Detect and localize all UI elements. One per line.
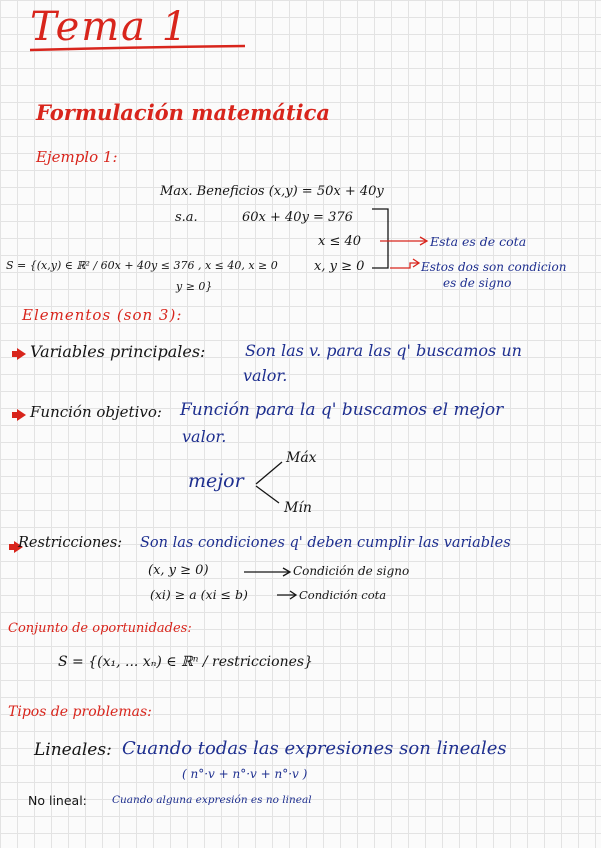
def-objective-line1: Función para la q' buscamos el mejor: [180, 400, 504, 420]
opportunities-formula: S = {(x₁, ... xₙ) ∈ ℝⁿ / restricciones}: [58, 654, 313, 670]
feasible-set-line1: S = {(x,y) ∈ ℝ² / 60x + 40y ≤ 376 , x ≤ 40, x ≥ 0: [6, 259, 278, 272]
restr-sign-result: Condición de signo: [293, 564, 410, 578]
note-cota: Esta es de cota: [430, 234, 527, 249]
elements-heading: Elementos (son 3):: [22, 306, 183, 324]
min-label: Mín: [284, 500, 312, 516]
restr-sign-expr: (x, y ≥ 0): [148, 563, 209, 578]
note-signo-line2: es de signo: [443, 276, 512, 290]
note-signo-line1: Estos dos son condicion: [421, 260, 567, 274]
restr-bound-result: Condición cota: [299, 588, 387, 602]
def-constraints: Son las condiciones q' deben cumplir las variables: [140, 535, 511, 551]
nonlinear-def: Cuando alguna expresión es no lineal: [112, 794, 312, 806]
term-variables: Variables principales:: [30, 342, 206, 361]
bullet-icon: [17, 409, 26, 421]
objective-function: Max. Beneficios (x,y) = 50x + 40y: [160, 184, 384, 199]
def-objective-line2: valor.: [182, 427, 227, 446]
linear-term: Lineales:: [34, 740, 112, 760]
page-title: Tema 1: [30, 4, 190, 50]
opportunities-heading: Conjunto de oportunidades:: [8, 621, 192, 636]
def-variables-line1: Son las v. para las q' buscamos un: [245, 341, 522, 360]
constraint-1: 60x + 40y = 376: [242, 210, 353, 225]
example-label: Ejemplo 1:: [36, 148, 118, 166]
linear-def: Cuando todas las expresiones son lineales: [122, 738, 507, 759]
bullet-icon: [17, 348, 26, 360]
linear-example: ( n°·v + n°·v + n°·v ): [182, 767, 308, 781]
term-objective: Función objetivo:: [30, 403, 162, 421]
term-constraints: Restricciones:: [18, 535, 123, 551]
def-variables-line2: valor.: [243, 366, 288, 385]
restr-bound-expr: (xi) ≥ a (xi ≤ b): [150, 587, 248, 602]
constraint-3: x, y ≥ 0: [314, 259, 365, 274]
st-label: s.a.: [175, 210, 198, 225]
max-label: Máx: [286, 450, 317, 466]
nonlinear-term: No lineal:: [28, 793, 87, 808]
constraint-2: x ≤ 40: [318, 234, 362, 249]
problem-types-heading: Tipos de problemas:: [8, 704, 152, 720]
section-title: Formulación matemática: [36, 100, 331, 125]
mejor-label: mejor: [188, 470, 244, 492]
feasible-set-line2: y ≥ 0}: [176, 280, 213, 293]
